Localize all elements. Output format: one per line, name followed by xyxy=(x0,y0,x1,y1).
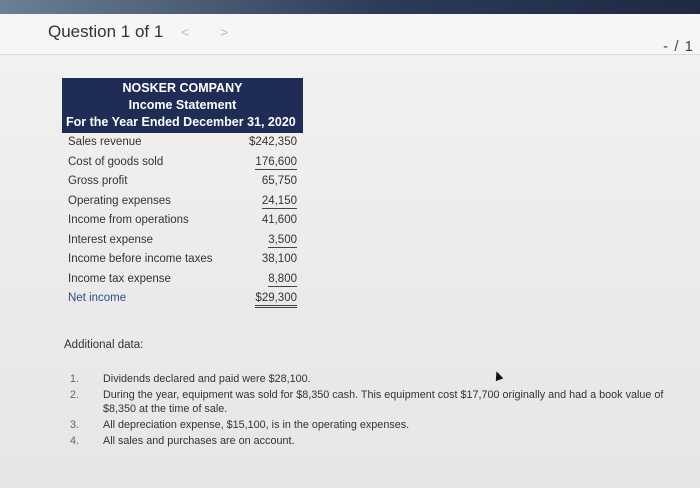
row-label: Income tax expense xyxy=(68,272,171,285)
statement-period: For the Year Ended December 31, 2020 xyxy=(66,115,296,129)
item-text: Dividends declared and paid were $28,100. xyxy=(103,373,311,385)
list-item xyxy=(64,372,684,386)
item-number: 4. xyxy=(70,435,80,447)
statement-row xyxy=(62,211,303,231)
row-value: 38,100 xyxy=(261,253,297,265)
next-question-icon[interactable]: > xyxy=(220,24,229,40)
statement-row xyxy=(62,270,303,290)
list-item xyxy=(64,434,684,448)
score-label: - / 1 xyxy=(663,38,694,55)
row-value: 3,500 xyxy=(268,233,297,246)
statement-title: Income Statement xyxy=(128,98,237,112)
income-statement xyxy=(62,78,303,309)
row-label: Gross profit xyxy=(68,175,128,187)
additional-data-list xyxy=(64,372,684,450)
statement-header xyxy=(62,78,303,133)
row-value: $242,350 xyxy=(249,136,297,148)
statement-row xyxy=(62,192,303,212)
statement-row xyxy=(62,289,303,309)
row-label: Sales revenue xyxy=(68,136,142,148)
row-label: Income from operations xyxy=(68,214,189,226)
row-value: $29,300 xyxy=(255,292,297,308)
question-title: Question 1 of 1 xyxy=(48,22,164,41)
row-value: 65,750 xyxy=(261,175,297,187)
statement-row xyxy=(62,231,303,251)
row-label: Interest expense xyxy=(68,233,154,246)
item-number: 1. xyxy=(70,373,80,385)
item-text: All sales and purchases are on account. xyxy=(103,435,295,447)
row-value: 24,150 xyxy=(261,194,297,207)
previous-question-icon[interactable]: < xyxy=(181,24,190,40)
row-label: Cost of goods sold xyxy=(68,155,164,168)
statement-row xyxy=(62,133,303,153)
row-label: Income before income taxes xyxy=(68,253,213,265)
item-number: 2. xyxy=(70,389,80,401)
statement-row xyxy=(62,250,303,270)
row-value: 8,800 xyxy=(268,272,297,285)
question-header xyxy=(0,14,700,55)
row-label: Net income xyxy=(68,292,127,304)
row-value: 176,600 xyxy=(255,155,297,168)
additional-data-title: Additional data: xyxy=(64,339,144,351)
list-item xyxy=(64,418,684,432)
list-item xyxy=(64,388,684,416)
item-text: All depreciation expense, $15,100, is in the operating expenses. xyxy=(103,419,410,431)
item-text: During the year, equipment was sold for $8,350 cash. This equipment cost $17,700 originally and had a book value of $8,350 at the time of sale. xyxy=(103,389,664,415)
company-name: NOSKER COMPANY xyxy=(122,81,243,95)
statement-rows xyxy=(62,133,303,309)
statement-row xyxy=(62,153,303,173)
item-number: 3. xyxy=(70,419,80,431)
statement-row xyxy=(62,172,303,192)
top-bar xyxy=(0,0,700,14)
row-label: Operating expenses xyxy=(68,194,171,207)
row-value: 41,600 xyxy=(261,214,297,226)
